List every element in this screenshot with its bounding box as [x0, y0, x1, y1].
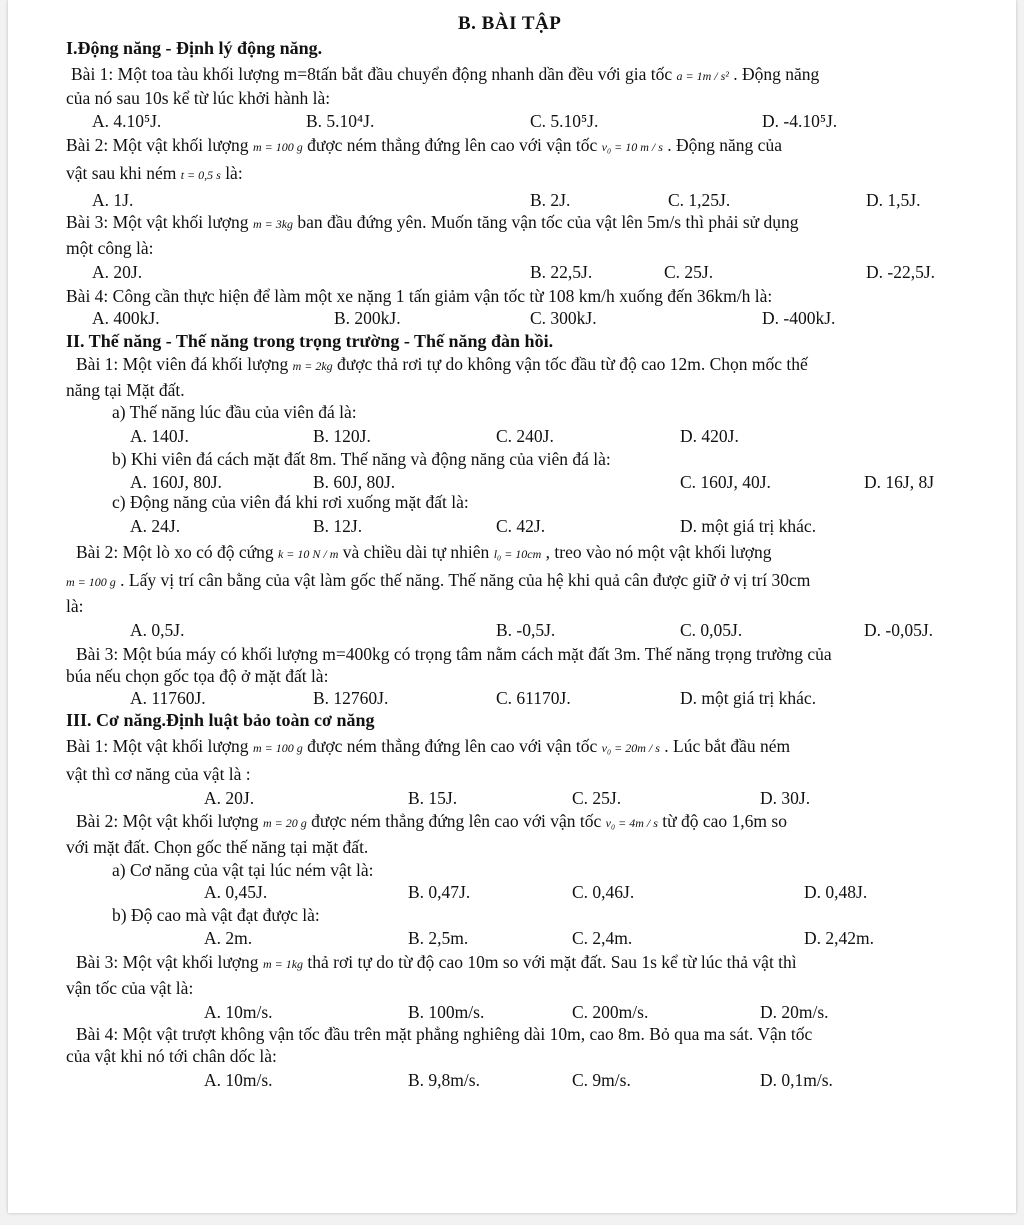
math-expression: v₀ = 4m / s [605, 816, 658, 830]
option-c: C. 5.10⁵J. [530, 111, 599, 131]
option-b: B. 120J. [313, 426, 371, 446]
option-a: A. 24J. [130, 516, 181, 536]
option-a: A. 400kJ. [92, 308, 160, 328]
option-d: D. 0,1m/s. [760, 1070, 833, 1090]
option-d: D. 2,42m. [804, 928, 874, 948]
option-d: D. -400kJ. [762, 308, 836, 328]
option-a: A. 20J. [204, 788, 255, 808]
option-c: C. 2,4m. [572, 928, 633, 948]
option-b: B. 12760J. [313, 688, 389, 708]
section-heading-3: III. Cơ năng.Định luật bảo toàn cơ năng [66, 710, 375, 730]
document-page [8, 0, 1016, 1213]
problem-line: Bài 3: Một vật khối lượng m = 3kg ban đầu đứng yên. Muốn tăng vận tốc của vật lên 5m/s thì phải sử dụng [66, 212, 799, 232]
option-d: D. 1,5J. [866, 190, 921, 210]
option-b: B. 9,8m/s. [408, 1070, 480, 1090]
option-b: B. 15J. [408, 788, 458, 808]
option-d: D. 420J. [680, 426, 739, 446]
option-d: D. 30J. [760, 788, 811, 808]
option-a: A. 11760J. [130, 688, 206, 708]
problem-line: Bài 3: Một búa máy có khối lượng m=400kg có trọng tâm nằm cách mặt đất 3m. Thế năng trọng trường của [76, 644, 832, 664]
section-heading-1: I.Động năng - Định lý động năng. [66, 38, 323, 58]
option-a: A. 2m. [204, 928, 253, 948]
sub-question: b) Độ cao mà vật đạt được là: [112, 905, 320, 925]
problem-line: Bài 2: Một vật khối lượng m = 20 g được ném thẳng đứng lên cao với vận tốc v₀ = 4m / s từ độ cao 1,6m so [76, 811, 787, 831]
problem-line: là: [66, 596, 84, 616]
problem-line: m = 100 g . Lấy vị trí cân bằng của vật làm gốc thế năng. Thế năng của hệ khi quả cân được giữ ở vị trí 30cm [66, 570, 811, 590]
problem-line: Bài 4: Một vật trượt không vận tốc đầu trên mặt phẳng nghiêng dài 10m, cao 8m. Bỏ qua ma sát. Vận tốc [76, 1024, 813, 1044]
math-expression: v₀ = 20m / s [601, 741, 660, 755]
sub-question: a) Cơ năng của vật tại lúc ném vật là: [112, 860, 374, 880]
sub-question: c) Động năng của viên đá khi rơi xuống mặt đất là: [112, 492, 469, 512]
problem-line: vận tốc của vật là: [66, 978, 194, 998]
option-d: D. một giá trị khác. [680, 516, 817, 536]
sub-question: a) Thế năng lúc đầu của viên đá là: [112, 402, 357, 422]
option-a: A. 20J. [92, 262, 143, 282]
option-d: D. 0,48J. [804, 882, 868, 902]
math-expression: t = 0,5 s [180, 168, 221, 182]
option-b: B. 5.10⁴J. [306, 111, 375, 131]
page-title: B. BÀI TẬP [458, 13, 562, 34]
problem-line: của nó sau 10s kể từ lúc khởi hành là: [66, 88, 331, 108]
problem-line: năng tại Mặt đất. [66, 380, 185, 400]
option-c: C. 1,25J. [668, 190, 731, 210]
problem-line: vật sau khi ném t = 0,5 s là: [66, 163, 243, 183]
option-b: B. 100m/s. [408, 1002, 485, 1022]
option-b: B. 60J, 80J. [313, 472, 396, 492]
option-c: C. 25J. [572, 788, 622, 808]
option-d: D. 16J, 8J [864, 472, 935, 492]
option-b: B. 200kJ. [334, 308, 401, 328]
option-a: A. 0,5J. [130, 620, 185, 640]
option-c: C. 240J. [496, 426, 554, 446]
problem-line: Bài 2: Một vật khối lượng m = 100 g được ném thẳng đứng lên cao với vận tốc v₀ = 10 m / s . Động năng của [66, 135, 782, 155]
option-d: D. -4.10⁵J. [762, 111, 838, 131]
option-c: C. 300kJ. [530, 308, 597, 328]
math-expression: m = 3kg [252, 217, 294, 231]
option-c: C. 42J. [496, 516, 546, 536]
option-c: C. 0,05J. [680, 620, 743, 640]
option-a: A. 10m/s. [204, 1002, 273, 1022]
problem-line: Bài 4: Công cần thực hiện để làm một xe nặng 1 tấn giảm vận tốc từ 108 km/h xuống đến 36km/h là: [66, 286, 773, 306]
problem-line: Bài 1: Một toa tàu khối lượng m=8tấn bắt đầu chuyển động nhanh dần đều với gia tốc a = 1m / s² . Động năng [71, 64, 820, 84]
option-d: D. 20m/s. [760, 1002, 829, 1022]
math-expression: m = 2kg [292, 359, 333, 373]
option-c: C. 9m/s. [572, 1070, 631, 1090]
option-c: C. 25J. [664, 262, 714, 282]
problem-line: vật thì cơ năng của vật là : [66, 764, 251, 784]
option-b: B. 0,47J. [408, 882, 471, 902]
problem-line: của vật khi nó tới chân dốc là: [66, 1046, 277, 1066]
section-heading-2: II. Thế năng - Thế năng trong trọng trường - Thế năng đàn hồi. [66, 331, 554, 351]
option-b: B. 12J. [313, 516, 363, 536]
option-a: A. 1J. [92, 190, 134, 210]
option-b: B. -0,5J. [496, 620, 556, 640]
option-b: B. 2J. [530, 190, 571, 210]
problem-line: Bài 3: Một vật khối lượng m = 1kg thả rơi tự do từ độ cao 10m so với mặt đất. Sau 1s kể từ lúc thả vật thì [76, 952, 797, 972]
option-c: C. 61170J. [496, 688, 571, 708]
option-c: C. 160J, 40J. [680, 472, 771, 492]
option-a: A. 10m/s. [204, 1070, 273, 1090]
option-a: A. 0,45J. [204, 882, 268, 902]
option-a: A. 160J, 80J. [130, 472, 222, 492]
option-d: D. -0,05J. [864, 620, 934, 640]
math-expression: l₀ = 10cm [493, 547, 542, 561]
option-a: A. 140J. [130, 426, 189, 446]
math-expression: m = 20 g [262, 816, 307, 830]
math-expression: k = 10 N / m [277, 547, 339, 561]
problem-line: Bài 1: Một vật khối lượng m = 100 g được ném thẳng đứng lên cao với vận tốc v₀ = 20m / s . Lúc bắt đầu ném [66, 736, 791, 756]
option-a: A. 4.10⁵J. [92, 111, 162, 131]
option-b: B. 22,5J. [530, 262, 593, 282]
option-d: D. -22,5J. [866, 262, 936, 282]
option-b: B. 2,5m. [408, 928, 469, 948]
option-c: C. 0,46J. [572, 882, 635, 902]
option-d: D. một giá trị khác. [680, 688, 817, 708]
math-expression: m = 100 g [66, 575, 116, 589]
problem-line: búa nếu chọn gốc tọa độ ở mặt đất là: [66, 666, 329, 686]
problem-line: Bài 1: Một viên đá khối lượng m = 2kg được thả rơi tự do không vận tốc đầu từ độ cao 12m. Chọn mốc thế [76, 354, 808, 374]
math-expression: m = 1kg [262, 957, 304, 971]
math-expression: v₀ = 10 m / s [601, 140, 663, 154]
sub-question: b) Khi viên đá cách mặt đất 8m. Thế năng và động năng của viên đá là: [112, 449, 611, 469]
option-c: C. 200m/s. [572, 1002, 649, 1022]
problem-line: một công là: [66, 238, 154, 258]
math-expression: m = 100 g [252, 140, 303, 154]
problem-line: Bài 2: Một lò xo có độ cứng k = 10 N / m và chiều dài tự nhiên l₀ = 10cm , treo vào nó một vật khối lượng [76, 542, 772, 562]
math-expression: m = 100 g [252, 741, 303, 755]
problem-line: với mặt đất. Chọn gốc thế năng tại mặt đất. [66, 837, 369, 857]
math-expression: a = 1m / s² [676, 69, 729, 83]
